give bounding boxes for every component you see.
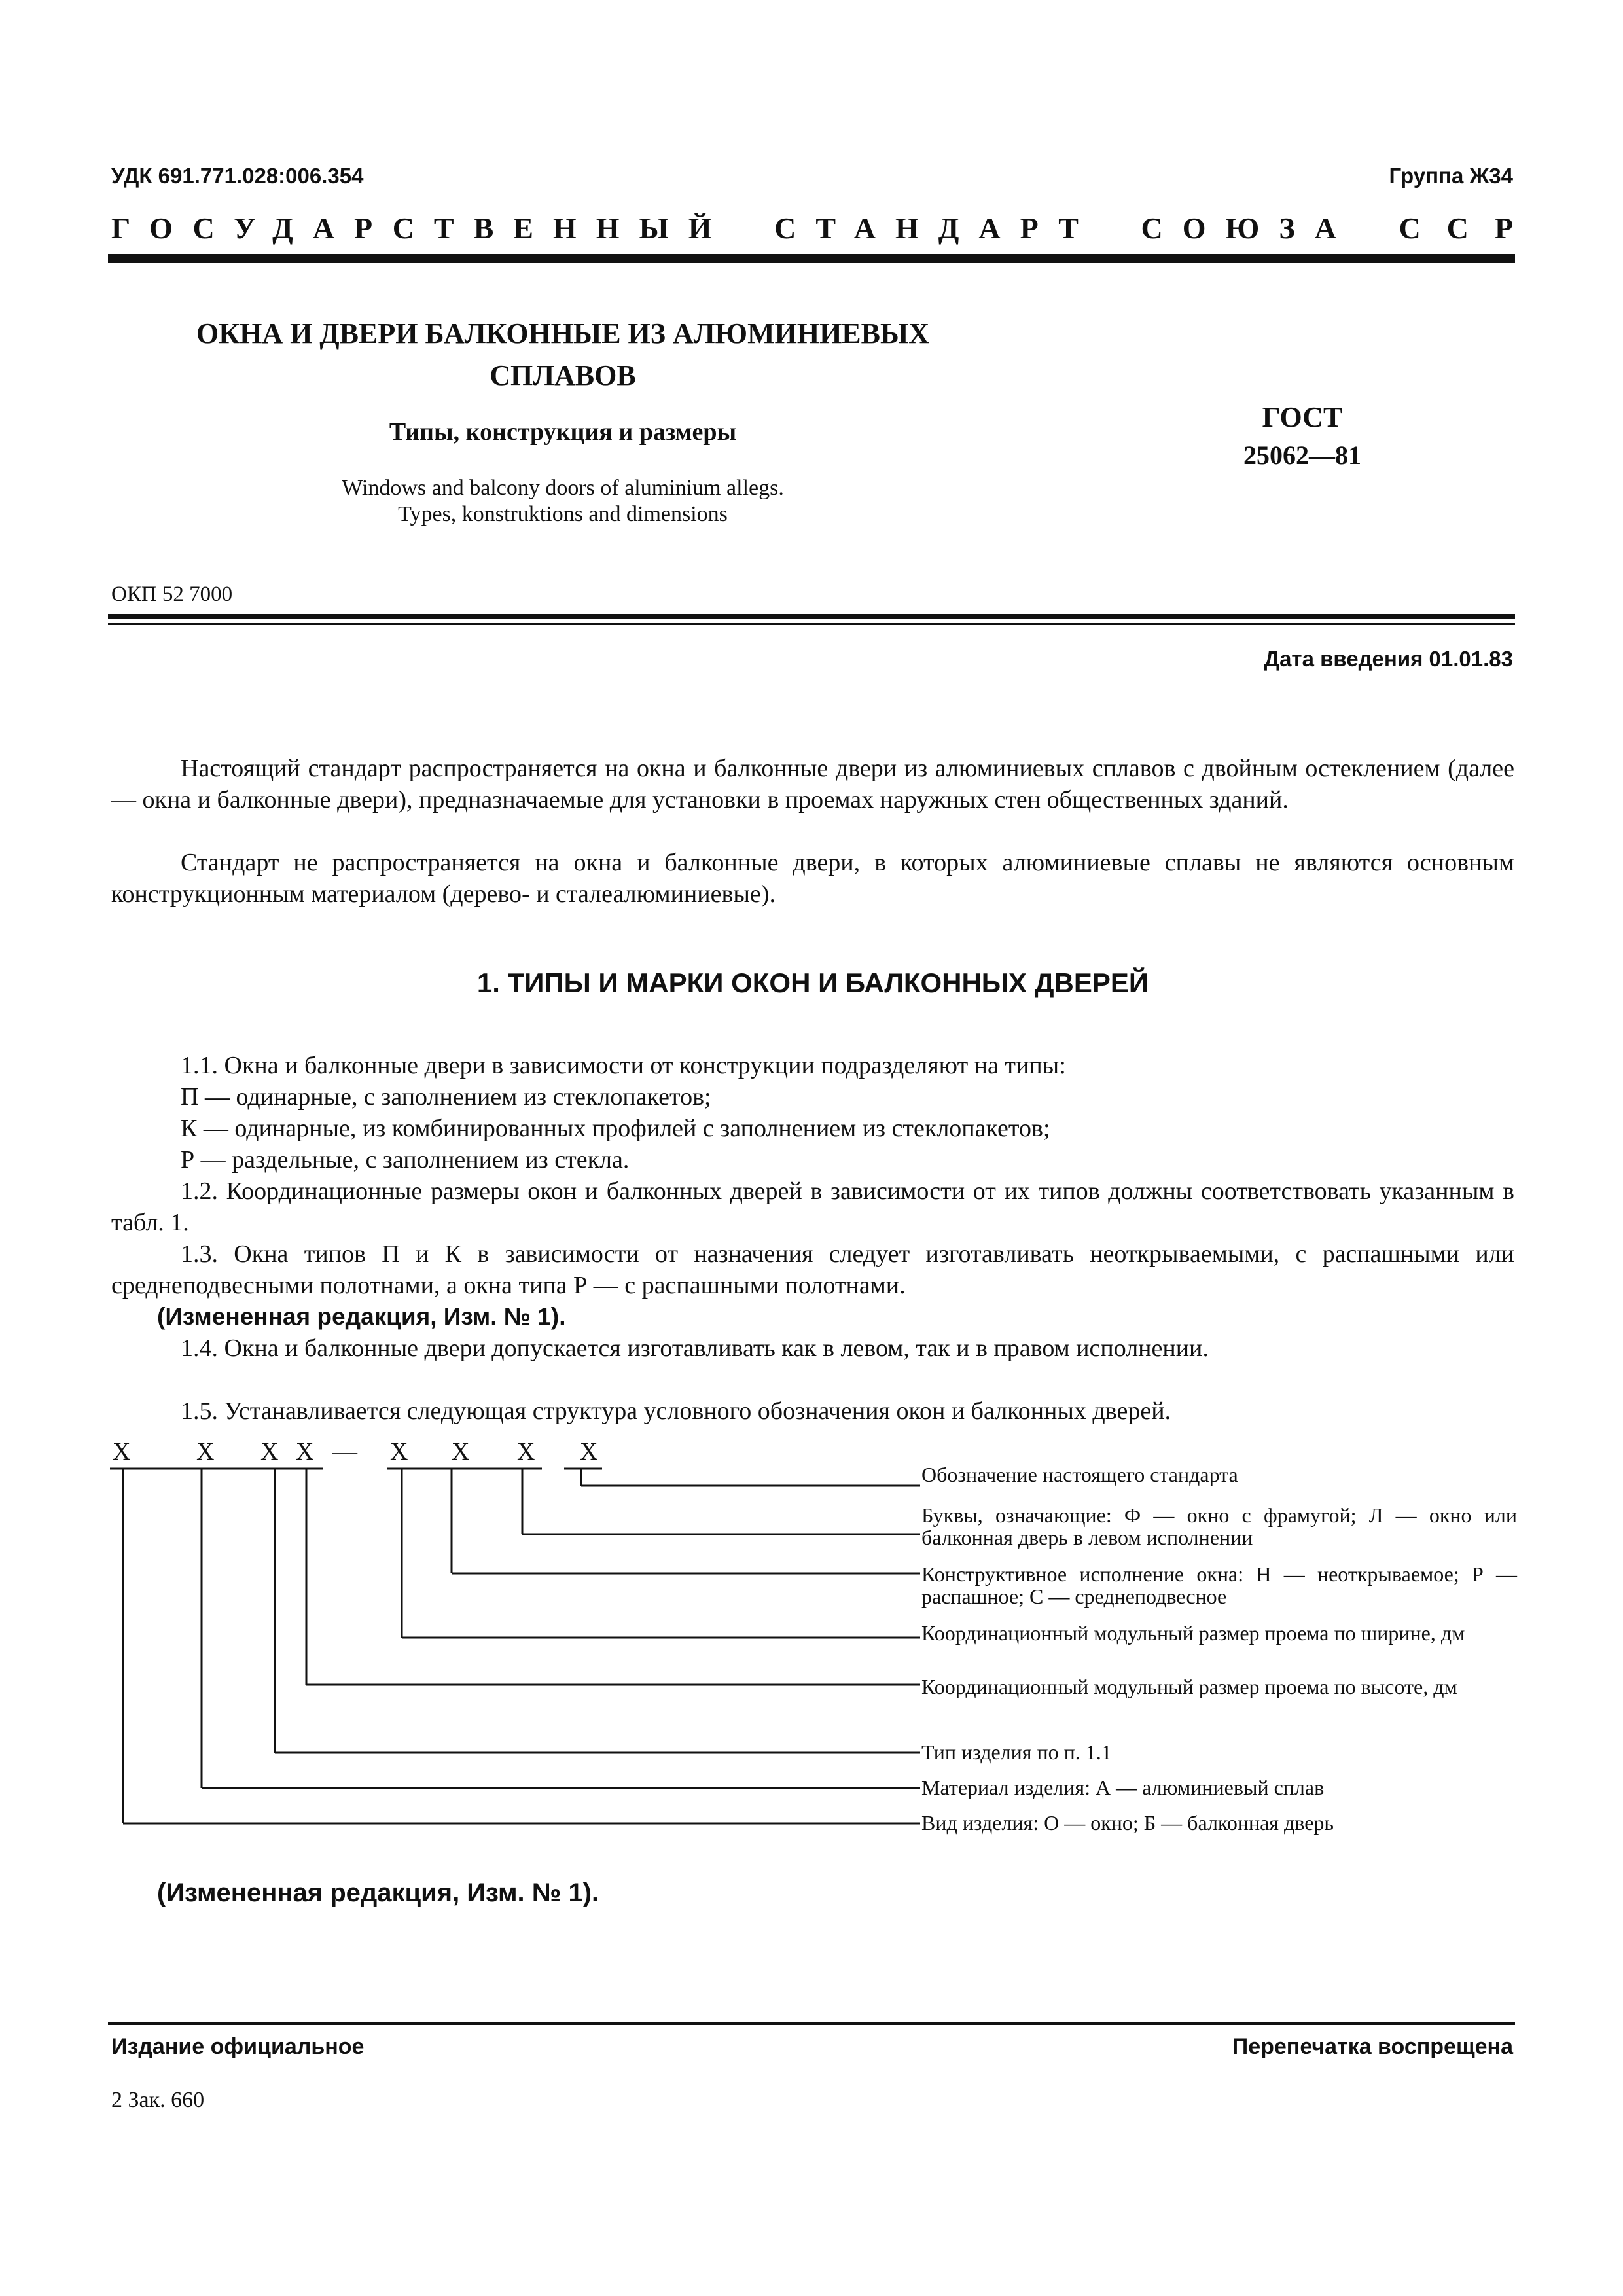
gost-label: ГОСТ — [1262, 401, 1343, 433]
designation-label-kind: Вид изделия: О — окно; Б — балконная дверь — [921, 1811, 1334, 1835]
english-title-line-2: Types, konstruktions and dimensions — [398, 502, 728, 526]
banner-word-4: ССР — [1399, 211, 1539, 245]
designation-x-8: Х — [580, 1438, 598, 1465]
designation-label-standard: Обозначение настоящего стандарта — [921, 1463, 1238, 1486]
reprint-prohibited: Перепечатка воспрещена — [1232, 2034, 1513, 2059]
banner-word-2: СТАНДАРТ — [774, 211, 1098, 245]
title-rule-thick — [108, 614, 1515, 619]
revision-note-2: (Измененная редакция, Изм. № 1). — [157, 1878, 599, 1907]
document-title — [157, 313, 969, 397]
designation-label-construction: Конструктивное исполнение окна: Н — неоткрываемое; Р — распашное; С — среднеподвесное — [921, 1562, 1517, 1608]
clause-1-4: 1.4. Окна и балконные двери допускается изготавливать как в левом, так и в правом исполнении. — [181, 1335, 1209, 1362]
intro-paragraph-2: Стандарт не распространяется на окна и балконные двери, в которых алюминиевые сплавы не являются основным конструкционным материалом (дерево- и сталеалюминиевые). — [111, 849, 1514, 908]
standard-banner — [111, 211, 1539, 245]
english-title-line-1: Windows and balcony doors of aluminium allegs. — [342, 476, 784, 500]
okp-code: ОКП 52 7000 — [111, 583, 233, 606]
type-r: Р — раздельные, с заполнением из стекла. — [181, 1146, 630, 1174]
banner-word-1: ГОСУДАРСТВЕННЫЙ — [111, 211, 732, 245]
designation-label-type: Тип изделия по п. 1.1 — [921, 1740, 1112, 1764]
section-1-heading: 1. ТИПЫ И МАРКИ ОКОН И БАЛКОННЫХ ДВЕРЕЙ — [476, 967, 1149, 998]
clause-1-5: 1.5. Устанавливается следующая структура условного обозначения окон и балконных дверей. — [181, 1397, 1171, 1425]
designation-label-material: Материал изделия: А — алюминиевый сплав — [921, 1776, 1325, 1799]
designation-x-3: Х — [260, 1438, 279, 1465]
group-code: Группа Ж34 — [1389, 164, 1513, 188]
clause-1-3: 1.3. Окна типов П и К в зависимости от назначения следует изготавливать неоткрываемыми, с распашными или среднеподвесными полотнами, а окна типа Р — с распашными полотнами. — [111, 1240, 1514, 1299]
title-line-1: ОКНА И ДВЕРИ БАЛКОННЫЕ ИЗ АЛЮМИНИЕВЫХ — [196, 317, 929, 350]
intro-paragraph-1: Настоящий стандарт распространяется на окна и балконные двери из алюминиевых сплавов с двойным остеклением (далее — окна и балконные двери), предназначаемые для установки в проемах наружных стен общественных зданий. — [111, 755, 1514, 814]
title-line-2: СПЛАВОВ — [490, 359, 636, 391]
designation-x-2: Х — [196, 1438, 215, 1465]
banner-word-3: СОЮЗА — [1141, 211, 1356, 245]
clause-1-2: 1.2. Координационные размеры окон и балконных дверей в зависимости от их типов должны соответствовать указанным в табл. 1. — [111, 1177, 1514, 1236]
official-edition: Издание официальное — [111, 2034, 365, 2059]
clause-1-1: 1.1. Окна и балконные двери в зависимости от конструкции подразделяют на типы: — [181, 1052, 1066, 1079]
designation-x-4: Х — [296, 1438, 314, 1465]
title-rule-thin — [108, 623, 1515, 625]
document-subtitle: Типы, конструкция и размеры — [389, 418, 737, 446]
revision-note-1: (Измененная редакция, Изм. № 1). — [157, 1303, 566, 1330]
designation-label-letters: Буквы, означающие: Ф — окно с фрамугой; Л — окно или балконная дверь в левом исполнении — [921, 1503, 1517, 1549]
designation-x-7: Х — [517, 1438, 535, 1465]
english-title — [157, 475, 969, 528]
order-number: 2 Зак. 660 — [111, 2088, 205, 2112]
designation-x-6: Х — [452, 1438, 470, 1465]
designation-x-1: Х — [113, 1438, 131, 1465]
designation-x-5: Х — [390, 1438, 408, 1465]
footer-rule — [108, 2022, 1515, 2025]
designation-dash: — — [332, 1438, 357, 1465]
gost-number: 25062—81 — [1243, 440, 1361, 470]
designation-label-width: Координационный модульный размер проема по ширине, дм — [921, 1621, 1465, 1645]
udk-code: УДК 691.771.028:006.354 — [111, 164, 364, 188]
type-p: П — одинарные, с заполнением из стеклопакетов; — [181, 1083, 711, 1111]
designation-label-height: Координационный модульный размер проема по высоте, дм — [921, 1675, 1457, 1698]
header-rule — [108, 254, 1515, 263]
type-k: К — одинарные, из комбинированных профилей с заполнением из стеклопакетов; — [181, 1115, 1050, 1142]
intro-date: Дата введения 01.01.83 — [1264, 647, 1513, 671]
